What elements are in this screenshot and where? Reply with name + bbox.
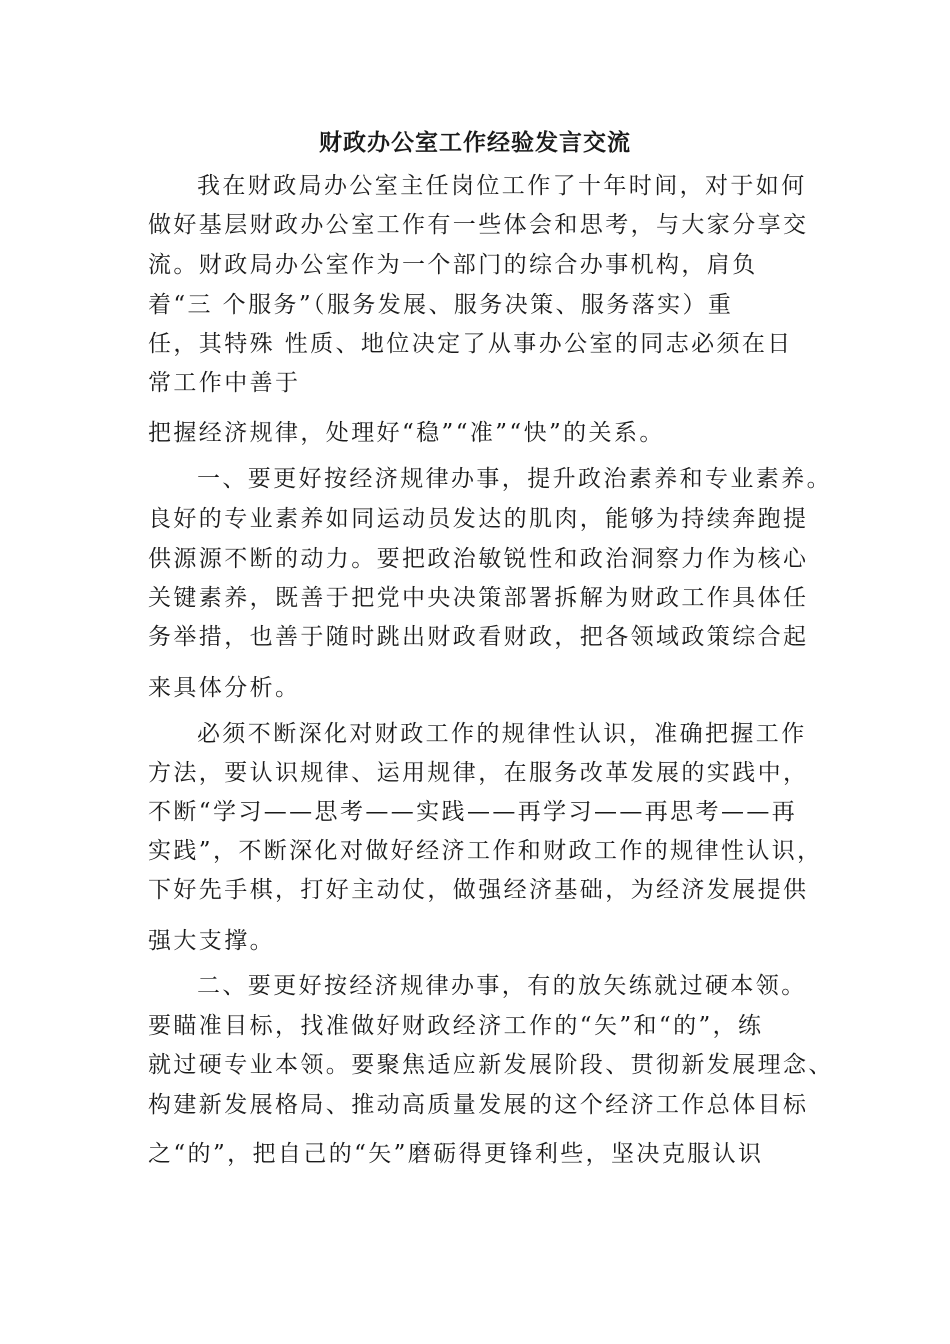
text-line: 不断“学习——思考——实践——再学习——再思考——再	[148, 799, 798, 825]
text-line: 必须不断深化对财政工作的规律性认识，准确把握工作	[197, 721, 807, 747]
text-line: 把握经济规律，处理好“稳”“准”“快”的关系。	[148, 420, 665, 446]
text-line: 流。财政局办公室作为一个部门的综合办事机构，肩负	[148, 252, 758, 278]
text-line: 之“的”，把自己的“矢”磨砺得更锋利些，坚决克服认识	[148, 1141, 764, 1167]
text-line: 任，其特殊 性质、地位决定了从事办公室的同志必须在日	[148, 331, 793, 357]
text-line: 来具体分析。	[148, 675, 301, 701]
text-line: 方法，要认识规律、运用规律，在服务改革发展的实践中，	[148, 760, 809, 786]
text-line: 要瞄准目标，找准做好财政经济工作的“矢”和“的”，练	[148, 1013, 764, 1039]
text-line: 实践”，不断深化对做好经济工作和财政工作的规律性认识，	[148, 838, 823, 864]
text-line: 着“三 个服务”（服务发展、服务决策、服务落实）重	[148, 292, 734, 318]
document-title: 财政办公室工作经验发言交流	[319, 129, 631, 156]
text-line: 二、要更好按经济规律办事，有的放矢练就过硬本领。	[197, 973, 807, 999]
text-line: 构建新发展格局、推动高质量发展的这个经济工作总体目标	[148, 1092, 809, 1118]
text-line: 就过硬专业本领。要聚焦适应新发展阶段、贯彻新发展理念、	[148, 1052, 834, 1078]
text-line: 我在财政局办公室主任岗位工作了十年时间，对于如何	[197, 173, 807, 199]
text-line: 下好先手棋，打好主动仗，做强经济基础，为经济发展提供	[148, 877, 809, 903]
text-line: 一、要更好按经济规律办事，提升政治素养和专业素养。	[197, 466, 832, 492]
text-line: 关键素养，既善于把党中央决策部署拆解为财政工作具体任	[148, 585, 809, 611]
text-line: 良好的专业素养如同运动员发达的肌肉，能够为持续奔跑提	[148, 506, 809, 532]
text-line: 强大支撑。	[148, 928, 275, 954]
text-line: 做好基层财政办公室工作有一些体会和思考，与大家分享交	[148, 212, 809, 238]
text-line: 务举措，也善于随时跳出财政看财政，把各领域政策综合起	[148, 624, 809, 650]
text-line: 常工作中善于	[148, 370, 301, 396]
text-line: 供源源不断的动力。要把政治敏锐性和政治洞察力作为核心	[148, 546, 809, 572]
